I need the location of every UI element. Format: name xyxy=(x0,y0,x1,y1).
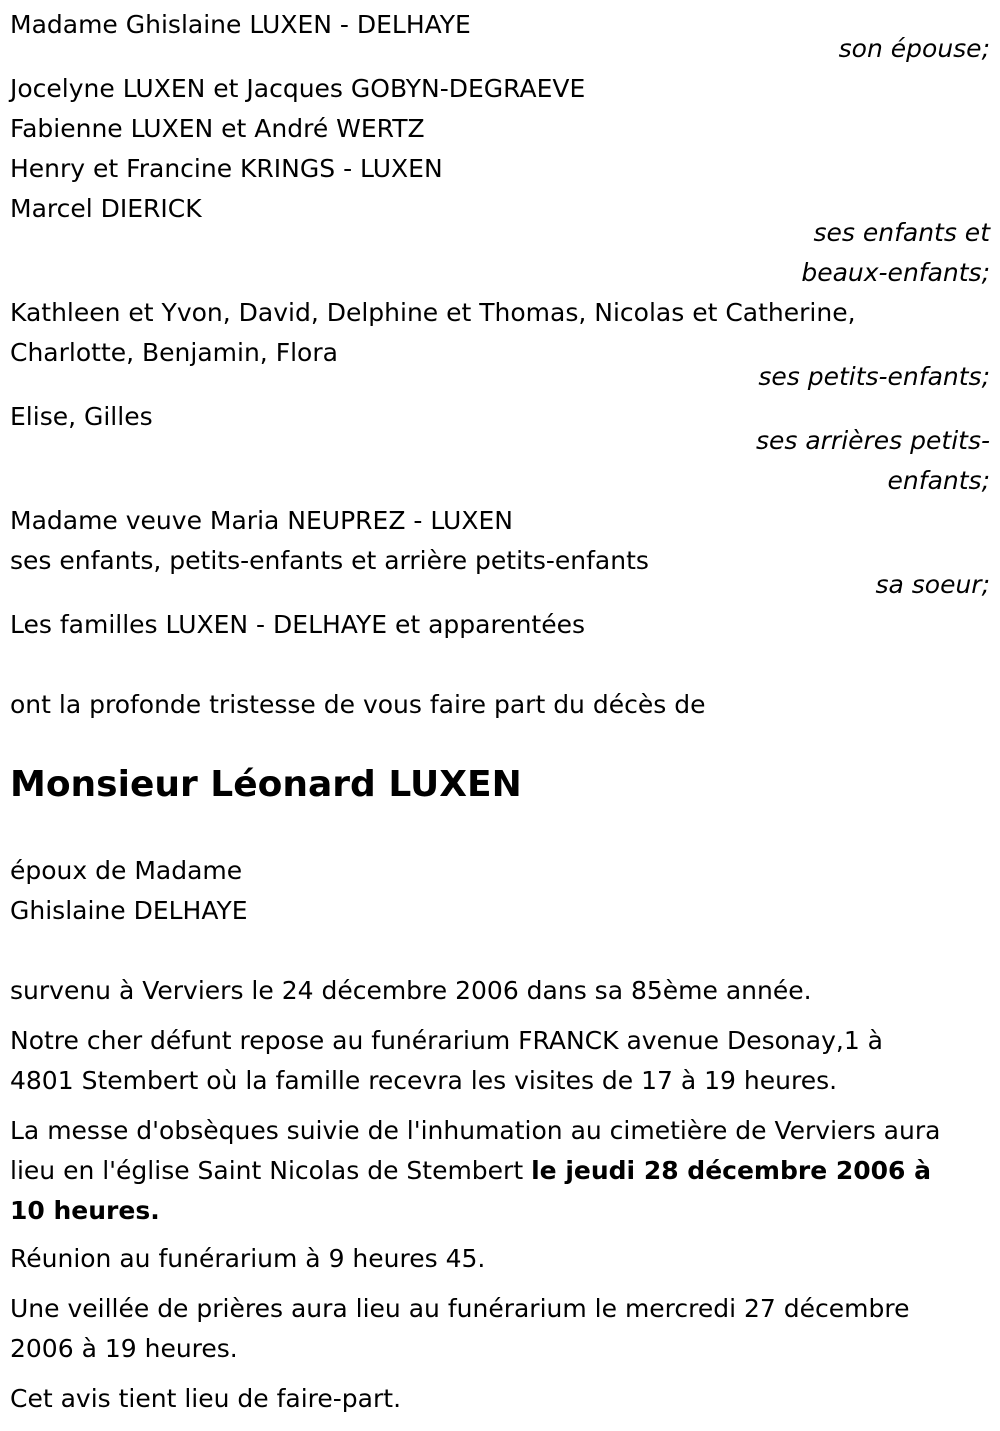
spouse-line-1: époux de Madame xyxy=(10,856,243,885)
sister-descendants: ses enfants, petits-enfants et arrière petits-enfants xyxy=(10,546,649,575)
children-relation-line-2: beaux-enfants; xyxy=(801,258,990,287)
death-details: survenu à Verviers le 24 décembre 2006 dans sa 85ème année. xyxy=(10,976,812,1005)
spouse-line-2: Ghislaine DELHAYE xyxy=(10,896,248,925)
children-list xyxy=(10,69,990,229)
children-relation-line-1: ses enfants et xyxy=(813,218,990,247)
grandchildren-relation: ses petits-enfants; xyxy=(758,362,990,391)
obituary-notice xyxy=(10,5,990,1419)
meeting-details: Réunion au funérarium à 9 heures 45. xyxy=(10,1244,486,1273)
vigil-details: Une veillée de prières aura lieu au funérarium le mercredi 27 décembre 2006 à 19 heures. xyxy=(10,1294,910,1363)
rest-details: Notre cher défunt repose au funérarium FRANCK avenue Desonay,1 à 4801 Stembert où la famille recevra les visites de 17 à 19 heures. xyxy=(10,1026,883,1095)
grandchildren-line: Charlotte, Benjamin, Flora xyxy=(10,338,338,367)
funeral-mass-details xyxy=(10,1111,960,1231)
child-line: Jocelyne LUXEN et Jacques GOBYN-DEGRAEVE xyxy=(10,74,586,103)
sister-relation: sa soeur; xyxy=(875,570,990,599)
grandchildren-line: Kathleen et Yvon, David, Delphine et Thomas, Nicolas et Catherine, xyxy=(10,298,856,327)
great-grandchildren-names: Elise, Gilles xyxy=(10,402,153,431)
mass-intro-text: La messe d'obsèques suivie de l'inhumation au cimetière de Verviers aura lieu en l'église Saint Nicolas de Stembert xyxy=(10,1116,941,1185)
child-line: Marcel DIERICK xyxy=(10,194,202,223)
great-grandchildren-relation-line-2: enfants; xyxy=(887,466,990,495)
wife-relation: son épouse; xyxy=(838,34,990,63)
announcement-text: ont la profonde tristesse de vous faire part du décès de xyxy=(10,690,706,719)
families-line: Les familles LUXEN - DELHAYE et apparentées xyxy=(10,610,586,639)
child-line: Henry et Francine KRINGS - LUXEN xyxy=(10,154,443,183)
wife-name: Madame Ghislaine LUXEN - DELHAYE xyxy=(10,10,471,39)
great-grandchildren-relation-line-1: ses arrières petits- xyxy=(755,426,990,455)
child-line: Fabienne LUXEN et André WERTZ xyxy=(10,114,425,143)
sister-name: Madame veuve Maria NEUPREZ - LUXEN xyxy=(10,506,513,535)
deceased-name: Monsieur Léonard LUXEN xyxy=(10,764,522,805)
closing-note: Cet avis tient lieu de faire-part. xyxy=(10,1384,402,1413)
mass-date-text: le jeudi 28 décembre 2006 à 10 heures. xyxy=(10,1156,932,1225)
